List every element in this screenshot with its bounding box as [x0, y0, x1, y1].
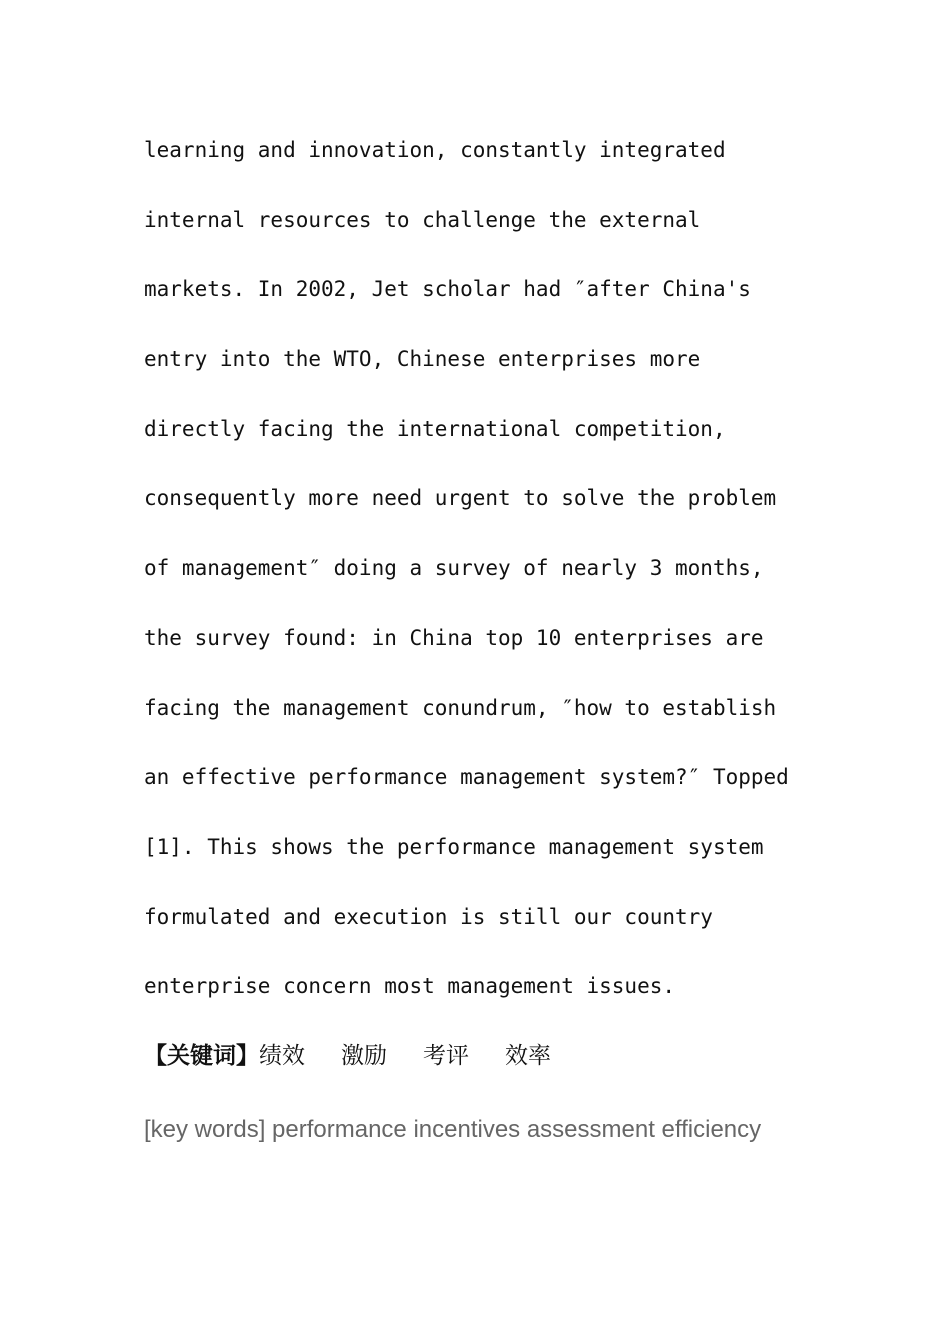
paragraph-line: entry into the WTO, Chinese enterprises more: [144, 347, 701, 372]
body-paragraph: [144, 126, 824, 1032]
keyword-cn: 效率: [505, 1043, 551, 1069]
paragraph-line: learning and innovation, constantly integrated: [144, 138, 726, 162]
paragraph-line: [1]. This shows the performance management system: [144, 834, 764, 859]
paragraph-line: directly facing the international competition,: [144, 416, 726, 441]
keyword-cn: 考评: [423, 1043, 469, 1069]
keyword-cn: 绩效: [259, 1043, 305, 1069]
paragraph-line: an effective performance management system?″ Topped: [144, 765, 789, 790]
paragraph-line: consequently more need urgent to solve the problem: [144, 486, 777, 511]
paragraph-line: facing the management conundrum, ″how to establish: [144, 695, 777, 720]
keywords-label-cn: 【关键词】: [144, 1043, 259, 1069]
paragraph-line: enterprise concern most management issues.: [144, 974, 676, 999]
paragraph-line: of management″ doing a survey of nearly 3 months,: [144, 556, 764, 581]
keyword-cn: 激励: [341, 1043, 387, 1069]
paragraph-line: internal resources to challenge the external: [144, 207, 701, 232]
paragraph-line: markets. In 2002, Jet scholar had ″after China's: [144, 277, 751, 302]
chinese-keywords: [144, 1036, 551, 1076]
paragraph-line: the survey found: in China top 10 enterprises are: [144, 625, 764, 650]
english-keywords: [key words] performance incentives assessment efficiency: [144, 1116, 762, 1143]
paragraph-line: formulated and execution is still our country: [144, 904, 713, 929]
